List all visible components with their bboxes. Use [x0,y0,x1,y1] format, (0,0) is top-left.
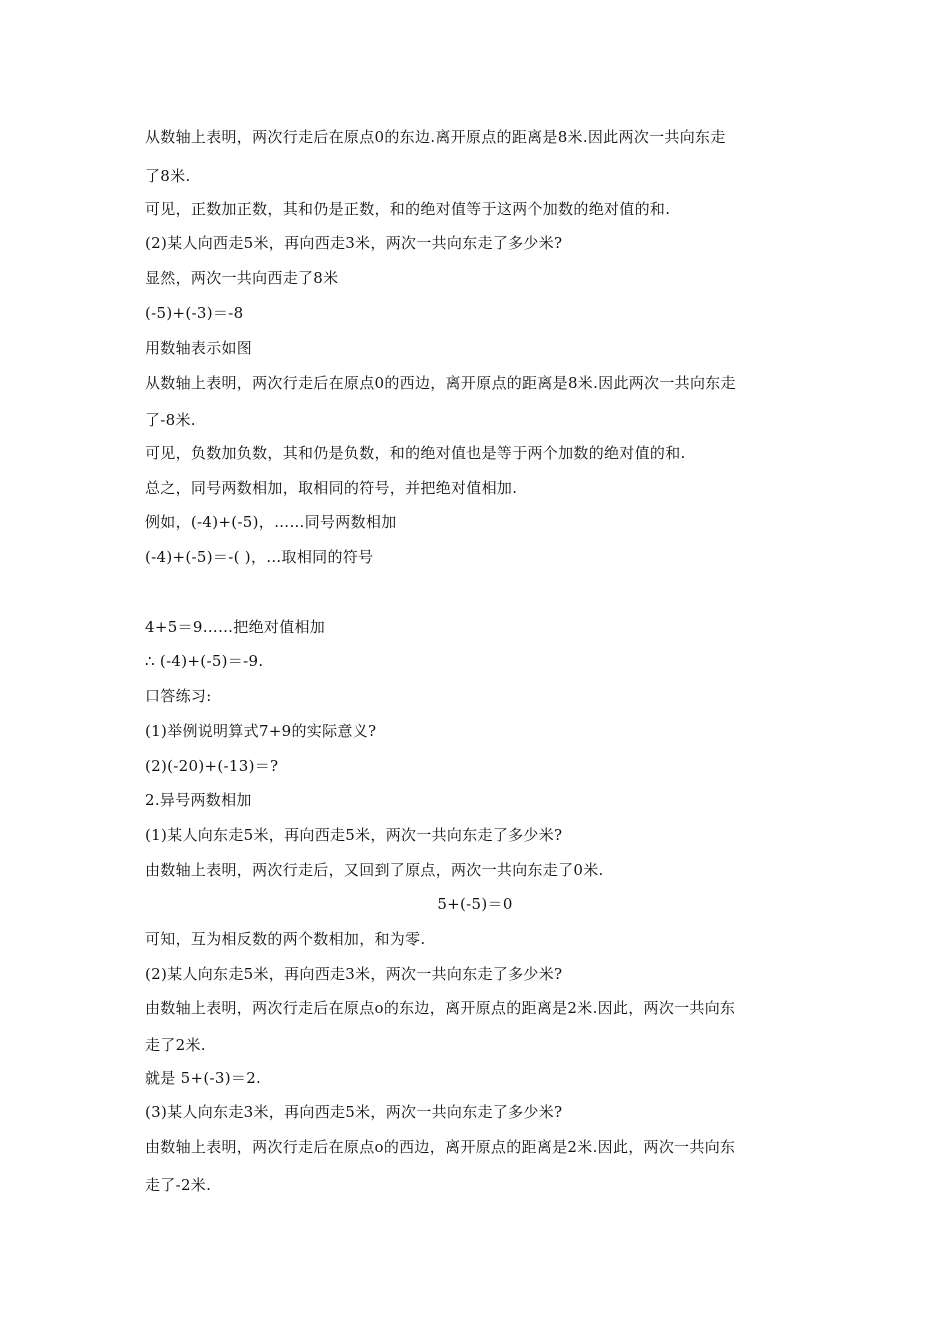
question-line: (1)某人向东走5米，再向西走5米，两次一共向东走了多少米? [145,826,563,844]
paragraph-line: 从数轴上表明，两次行走后在原点0的西边，离开原点的距离是8米.因此两次一共向东走 [145,374,736,392]
section-heading: 2.异号两数相加 [145,791,252,809]
paragraph-line: 由数轴上表明，两次行走后，又回到了原点，两次一共向东走了0米. [145,861,604,879]
question-line: (2)某人向西走5米，再向西走3米，两次一共向东走了多少米? [145,234,563,252]
paragraph-line: 用数轴表示如图 [145,339,253,357]
equation-line: 5+(-5)＝0 [437,895,513,913]
conclusion-line: ∴ (-4)+(-5)＝-9. [145,652,264,670]
paragraph-line: 可见，负数加负数，其和仍是负数，和的绝对值也是等于两个加数的绝对值的和. [145,444,686,462]
paragraph-line: 走了2米. [145,1036,206,1054]
paragraph-line: 总之，同号两数相加，取相同的符号，并把绝对值相加. [145,479,518,497]
equation-line: (-5)+(-3)＝-8 [145,304,244,322]
paragraph-line: 从数轴上表明，两次行走后在原点0的东边.离开原点的距离是8米.因此两次一共向东走 [145,128,726,146]
paragraph-line: 了8米. [145,167,191,185]
paragraph-line: 了-8米. [145,411,196,429]
exercise-line: (1)举例说明算式7+9的实际意义? [145,722,377,740]
paragraph-line: 由数轴上表明，两次行走后在原点o的东边，离开原点的距离是2米.因此，两次一共向东 [145,999,736,1017]
section-heading: 口答练习: [145,687,212,705]
paragraph-line: 由数轴上表明，两次行走后在原点o的西边，离开原点的距离是2米.因此，两次一共向东 [145,1138,736,1156]
paragraph-line: 可知，互为相反数的两个数相加，和为零. [145,930,426,948]
paragraph-line: 显然，两次一共向西走了8米 [145,269,339,287]
paragraph-line: 走了-2米. [145,1176,212,1194]
question-line: (3)某人向东走3米，再向西走5米，两次一共向东走了多少米? [145,1103,563,1121]
example-line: (-4)+(-5)＝-( )，…取相同的符号 [145,548,374,566]
example-line: 4+5＝9……把绝对值相加 [145,618,326,636]
equation-line: 就是 5+(-3)＝2. [145,1069,262,1087]
example-line: 例如，(-4)+(-5)，……同号两数相加 [145,513,397,531]
question-line: (2)某人向东走5米，再向西走3米，两次一共向东走了多少米? [145,965,563,983]
exercise-line: (2)(-20)+(-13)＝? [145,757,279,775]
paragraph-line: 可见，正数加正数，其和仍是正数，和的绝对值等于这两个加数的绝对值的和. [145,200,671,218]
